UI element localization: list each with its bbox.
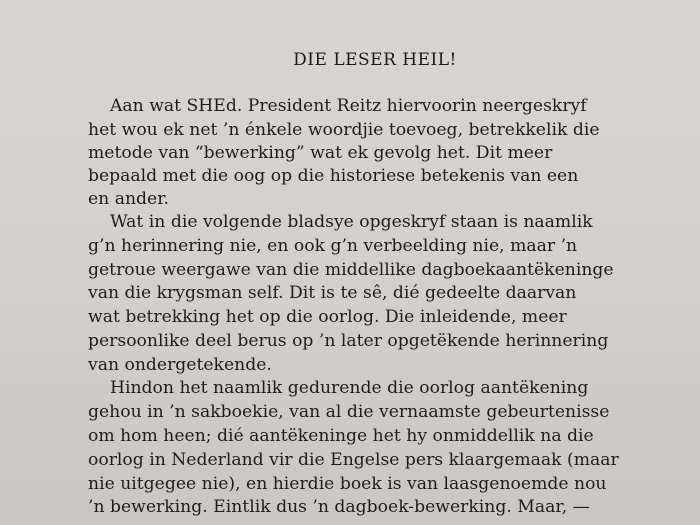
- text-line: Wat in die volgende bladsye opgeskryf staan is naamlik: [110, 212, 593, 232]
- text-line: wat betrekking het op die oorlog. Die inleidende, meer: [88, 307, 567, 327]
- text-line: bepaald met die oog op die historiese betekenis van een: [88, 166, 579, 186]
- text-line: Aan wat SHEd. President Reitz hiervoorin neergeskryf: [110, 96, 587, 116]
- text-line: Hindon het naamlik gedurende die oorlog aantëkening: [110, 378, 589, 398]
- text-line: van ondergetekende.: [88, 355, 272, 375]
- text-line: getroue weergawe van die middellike dagboekaantëkeninge: [88, 260, 614, 280]
- text-line: van die krygsman self. Dit is te sê, dié gedeelte daarvan: [88, 283, 577, 303]
- page-heading: DIE LESER HEIL!: [293, 50, 457, 70]
- text-line: g’n herinnering nie, en ook g’n verbeelding nie, maar ’n: [88, 236, 578, 256]
- text-line: persoonlike deel berus op ’n later opgetëkende herinnering: [88, 331, 609, 351]
- text-line: gehou in ’n sakboekie, van al die vernaamste gebeurtenisse: [88, 402, 610, 422]
- text-line: om hom heen; dié aantëkeninge het hy onmiddellik na die: [88, 426, 594, 446]
- text-line: nie uitgegee nie), en hierdie boek is van laasgenoemde nou: [88, 474, 607, 494]
- text-line: het wou ek net ’n énkele woordjie toevoeg, betrekkelik die: [88, 120, 600, 140]
- text-line: oorlog in Nederland vir die Engelse pers klaargemaak (maar: [88, 450, 619, 470]
- text-line: en ander.: [88, 189, 169, 209]
- text-line: ’n bewerking. Eintlik dus ’n dagboek-bewerking. Maar, —: [88, 497, 590, 517]
- text-line: metode van “bewerking” wat ek gevolg het. Dit meer: [88, 143, 553, 163]
